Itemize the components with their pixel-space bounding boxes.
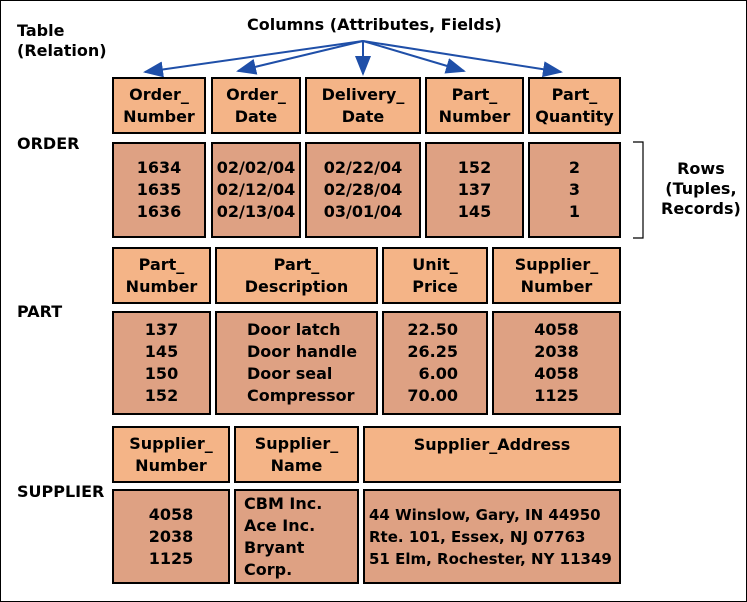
order-col-order-date: 02/02/04 02/12/04 02/13/04 <box>211 142 301 238</box>
part-col-supplier-number: 4058 2038 4058 1125 <box>492 311 621 415</box>
order-col-delivery-date: 02/22/04 02/28/04 03/01/04 <box>305 142 421 238</box>
part-col-unit-price: 22.50 26.25 6.00 70.00 <box>382 311 488 415</box>
order-col-order-number: 1634 1635 1636 <box>112 142 206 238</box>
supplier-col-supplier-address: 44 Winslow, Gary, IN 44950 Rte. 101, Essex, NJ 07763 51 Elm, Rochester, NY 11349 <box>363 489 621 584</box>
order-header-delivery-date: Delivery_ Date <box>305 77 421 134</box>
supplier-col-supplier-name: CBM Inc. Ace Inc. Bryant Corp. <box>234 489 359 584</box>
columns-label: Columns (Attributes, Fields) <box>247 15 502 34</box>
order-col-part-number: 152 137 145 <box>425 142 524 238</box>
part-table-label: PART <box>17 302 63 321</box>
part-col-part-description: Door latch Door handle Door seal Compressor <box>215 311 378 415</box>
part-header-supplier-number: Supplier_ Number <box>492 247 621 304</box>
part-header-part-description: Part_ Description <box>215 247 378 304</box>
supplier-header-supplier-name: Supplier_ Name <box>234 426 359 483</box>
order-header-order-date: Order_ Date <box>211 77 301 134</box>
supplier-header-supplier-number: Supplier_ Number <box>112 426 230 483</box>
rows-label: Rows (Tuples, Records) <box>661 159 741 218</box>
table-relation-label: Table (Relation) <box>17 21 107 60</box>
part-header-unit-price: Unit_ Price <box>382 247 488 304</box>
supplier-col-supplier-number: 4058 2038 1125 <box>112 489 230 584</box>
supplier-header-supplier-address: Supplier_Address <box>363 426 621 483</box>
supplier-table-label: SUPPLIER <box>17 482 105 501</box>
order-table-label: ORDER <box>17 134 80 153</box>
order-header-part-number: Part_ Number <box>425 77 524 134</box>
order-header-part-quantity: Part_ Quantity <box>528 77 621 134</box>
part-header-part-number: Part_ Number <box>112 247 211 304</box>
order-header-order-number: Order_ Number <box>112 77 206 134</box>
rows-bracket <box>633 142 643 238</box>
arrow-to-part-number <box>363 41 464 71</box>
part-col-part-number: 137 145 150 152 <box>112 311 211 415</box>
order-col-part-quantity: 2 3 1 <box>528 142 621 238</box>
arrow-to-part-quantity <box>363 41 561 72</box>
